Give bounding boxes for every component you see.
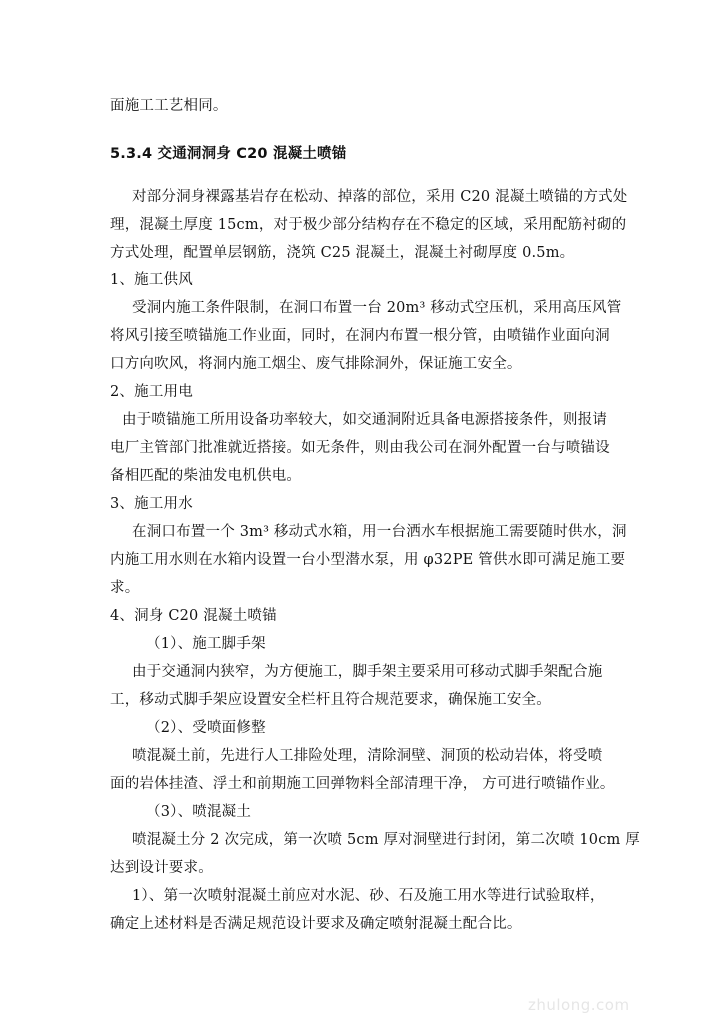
paragraph-line: 达到设计要求。 [110,860,213,876]
paragraph-line: 电厂主管部门批准就近搭接。如无条件，则由我公司在洞外配置一台与喷锚设 [110,440,610,456]
paragraph-line: 由于喷锚施工所用设备功率较大，如交通洞附近具备电源搭接条件，则报请 [122,412,608,428]
paragraph-line: 喷混凝土分 2 次完成，第一次喷 5cm 厚对洞壁进行封闭，第二次喷 10cm 厚 [132,832,640,848]
item-title: （2）、受喷面修整 [146,720,266,736]
paragraph-line: 将风引接至喷锚施工作业面，同时，在洞内布置一根分管，由喷锚作业面向洞 [110,328,610,344]
paragraph-line: 1）、第一次喷射混凝土前应对水泥、砂、石及施工用水等进行试验取样， [132,888,605,904]
paragraph-line: 工，移动式脚手架应设置安全栏杆且符合规范要求，确保施工安全。 [110,692,551,708]
paragraph-line: 面的岩体挂渣、浮土和前期施工回弹物料全部清理干净， 方可进行喷锚作业。 [110,776,615,792]
paragraph-line: 由于交通洞内狭窄，为方便施工，脚手架主要采用可移动式脚手架配合施 [132,664,603,680]
item-title: （1）、施工脚手架 [146,636,266,652]
watermark: zhulong.com [528,996,630,1014]
paragraph-line: 口方向吹风，将洞内施工烟尘、废气排除洞外，保证施工安全。 [110,356,522,372]
paragraph-line: 理，混凝土厚度 15cm，对于极少部分结构存在不稳定的区域，采用配筋衬砌的 [110,217,627,233]
paragraph-line: 喷混凝土前，先进行人工排险处理，清除洞壁、洞顶的松动岩体，将受喷 [132,748,603,764]
paragraph-line: 确定上述材料是否满足规范设计要求及确定喷射混凝土配合比。 [110,916,522,932]
paragraph-line: 内施工用水则在水箱内设置一台小型潜水泵，用 φ32PE 管供水即可满足施工要 [110,552,626,568]
subsection-title: 3、施工用水 [110,496,193,512]
paragraph-line: 受洞内施工条件限制，在洞口布置一台 20m³ 移动式空压机，采用高压风管 [132,300,622,316]
subsection-title: 1、施工供风 [110,272,193,288]
section-heading: 5.3.4 交通洞洞身 C20 混凝土喷锚 [110,146,347,162]
paragraph-line: 方式处理，配置单层钢筋，浇筑 C25 混凝土，混凝土衬砌厚度 0.5m。 [110,245,575,261]
subsection-title: 4、洞身 C20 混凝土喷锚 [110,608,277,624]
subsection-title: 2、施工用电 [110,384,193,400]
paragraph-line: 面施工工艺相同。 [110,98,228,114]
item-title: （3）、喷混凝土 [146,804,252,820]
paragraph-line: 在洞口布置一个 3m³ 移动式水箱，用一台洒水车根据施工需要随时供水，洞 [132,524,627,540]
paragraph-line: 对部分洞身裸露基岩存在松动、掉落的部位，采用 C20 混凝土喷锚的方式处 [132,189,628,205]
paragraph-line: 备相匹配的柴油发电机供电。 [110,468,302,484]
paragraph-line: 求。 [110,580,140,596]
